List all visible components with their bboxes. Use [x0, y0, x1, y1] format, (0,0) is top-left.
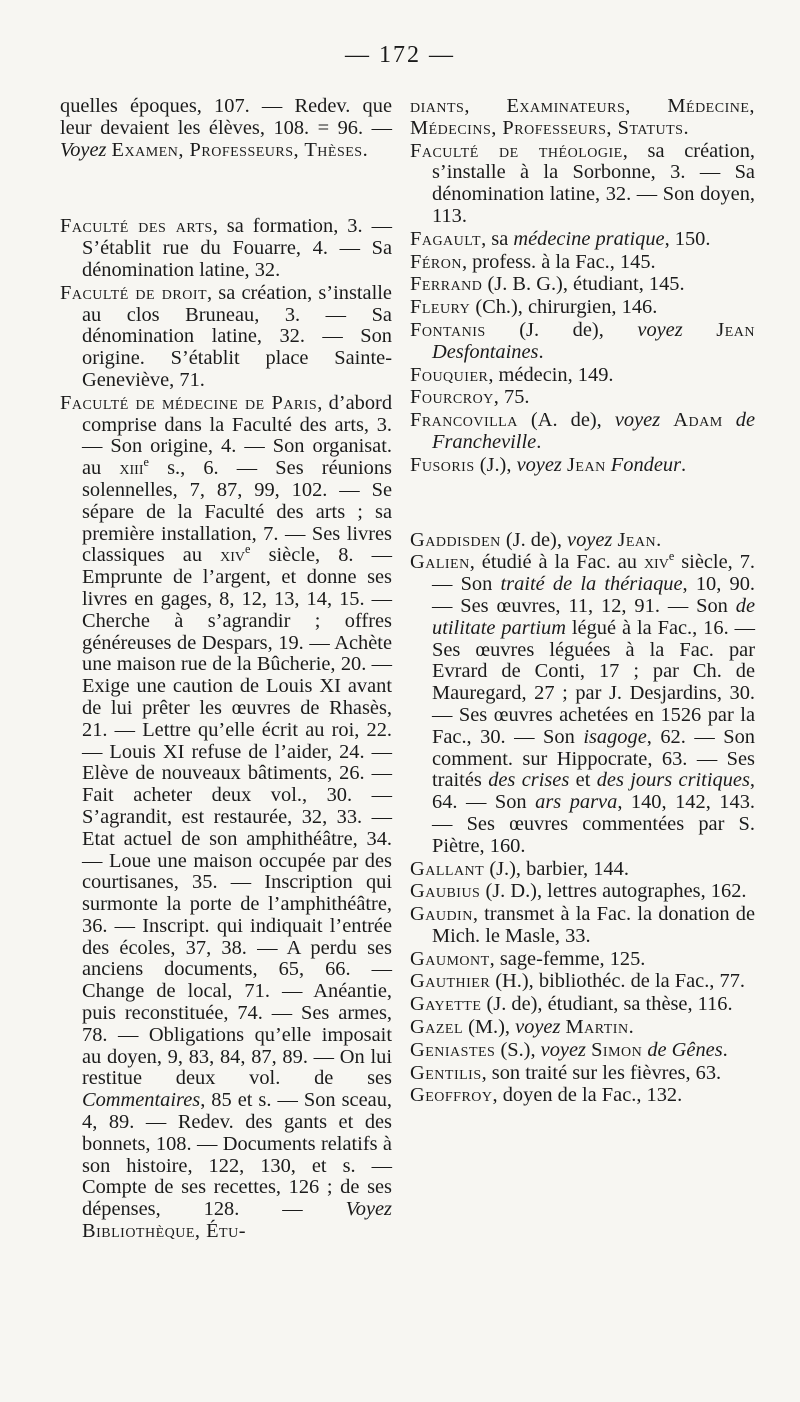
index-entry: Gaudin, transmet à la Fac. la donation de Mich. le Masle, 33. — [410, 903, 755, 947]
index-entry: Gaumont, sage-femme, 125. — [410, 947, 646, 970]
index-entry: Geniastes (S.), voyez Simon de Gênes. — [410, 1038, 728, 1061]
index-entry-continued: quelles époques, 107. — Redev. que leur devaient les élèves, 108. = 96. — Voyez Examen, Professeurs, Thèses. — [60, 95, 392, 161]
left-column — [60, 96, 392, 1244]
index-entry: Gauthier (H.), bibliothéc. de la Fac., 77. — [410, 970, 745, 993]
page-number: — 172 — — [345, 42, 455, 68]
index-entry: Fleury (Ch.), chirurgien, 146. — [410, 296, 658, 319]
index-entry: Ferrand (J. B. G.), étudiant, 145. — [410, 273, 685, 296]
index-entry: Fourcroy, 75. — [410, 386, 530, 409]
index-entry: Faculté de médecine de Paris, d’abord comprise dans la Faculté des arts, 3. — Son origine, 4. — Son organisat. au xiii$^e$ s., 6. — Ses réunions solennelles, 7, 87, 99, 102. — Se sépare de la Faculté des arts ; sa première installation, 7. — Ses livres classiques au xiv$^e$ siècle, 8. — Emprunte de l’argent, et donne ses livres en gages, 8, 12, 13, 14, 15. — Cherche à s’agrandir ; offres généreuses de Despars, 19. — Achète une maison rue de la Bûcherie, 20. — Exige une caution de Louis XI avant de lui prêter les œuvres de Rhasès, 21. — Lettre qu’elle écrit au roi, 22. — Louis XI refuse de l’aider, 24. — Elève de nouveaux bâtiments, 26. — Fait acheter deux vol., 30. — S’agrandit, est restaurée, 32, 33. — Etat actuel de son amphithéâtre, 34. — Loue une maison occupée par des courtisanes, 35. — Inscription qui surmonte la porte de l’amphithéâtre, 36. — Inscript. qui indiquait l’entrée des écoles, 37, 38. — A perdu ses anciens documents, 65, 66. — Change de local, 71. — Anéantie, puis reconstituée, 74. — Ses armes, 78. — Obligations qu’elle imposait au doyen, 9, 83, 84, 87, 89. — On lui restitue deux vol. de ses Commentaires, 85 et s. — Son sceau, 4, 89. — Redev. des gants et des bonnets, 108. — Documents relatifs à son histoire, 122, 130, et s. — Compte de ses recettes, 126 ; de ses dépenses, 128. — Voyez Bibliothèque, Étu- — [60, 391, 393, 1243]
index-entry: Faculté de droit, sa création, s’installe au clos Bruneau, 3. — Sa dénomination latine, 32. — Son origine. S’établit place Sainte-Geneviève, 71. — [60, 281, 392, 391]
index-entry: Gayette (J. de), étudiant, sa thèse, 116. — [410, 993, 733, 1016]
index-entry: Faculté des arts, sa formation, 3. — S’établit rue du Fouarre, 4. — Sa dénomination latine, 32. — [60, 215, 392, 281]
right-column — [410, 96, 755, 1108]
index-entry: Fusoris (J.), voyez Jean Fondeur. — [410, 453, 687, 476]
index-entry: Faculté de théologie, sa création, s’installe à la Sorbonne, 3. — Sa dénomination latine, 32. — Son doyen, 113. — [410, 139, 755, 227]
index-entry: Gentilis, son traité sur les fièvres, 63. — [410, 1061, 722, 1084]
index-entry: Gaddisden (J. de), voyez Jean. — [410, 528, 662, 551]
index-entry: Fontanis (J. de), voyez Jean Desfontaines. — [410, 318, 755, 363]
index-entry: Gazel (M.), voyez Martin. — [410, 1016, 634, 1039]
letter-gap — [410, 478, 755, 530]
index-entry: Geoffroy, doyen de la Fac., 132. — [410, 1084, 683, 1107]
index-entry: Fouquier, médecin, 149. — [410, 363, 614, 386]
index-entry: Gaubius (J. D.), lettres autographes, 162. — [410, 880, 747, 903]
index-entry: Féron, profess. à la Fac., 145. — [410, 250, 656, 273]
section-gap — [60, 162, 392, 216]
index-entry: Galien, étudié à la Fac. au xiv$^e$ siècle, 7. — Son traité de la thériaque, 10, 90. — Ses œuvres, 11, 12, 91. — Son de utilitate partium légué à la Fac., 16. — Ses œuvres léguées à la Fac. par Evrard de Conti, 17 ; par Ch. de Mauregard, 27 ; par J. Desjardins, 30. — Ses œuvres achetées en 1526 par la Fac., 30. — Son isagoge, 62. — Son comment. sur Hippocrate, 63. — Ses traités des crises et des jours critiques, 64. — Son ars parva, 140, 142, 143. — Ses œuvres commentées par S. Piètre, 160. — [410, 549, 755, 857]
index-entry-continued: diants, Examinateurs, Médecine, Médecins, Professeurs, Statuts. — [410, 95, 755, 139]
index-entry: Fagault, sa médecine pratique, 150. — [410, 227, 711, 250]
index-entry: Francovilla (A. de), voyez Adam de Francheville. — [410, 409, 755, 453]
index-entry: Gallant (J.), barbier, 144. — [410, 857, 629, 880]
